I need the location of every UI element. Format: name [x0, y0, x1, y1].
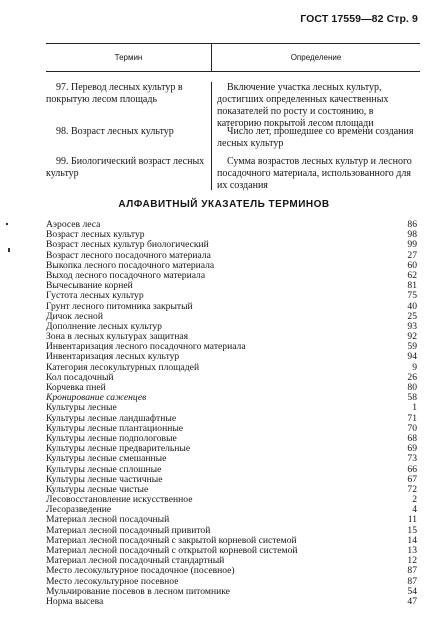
definition-cell: Число лет, прошедшее со времени создания лесных культур	[217, 126, 414, 149]
index-entry-term: Инвентаризация лесного посадочного материала	[46, 341, 246, 353]
index-entry	[46, 597, 417, 607]
index-entry-page: 40	[407, 300, 417, 312]
index-entry-term: Культуры лесные подпологовые	[46, 432, 177, 444]
index-entry-page: 75	[407, 290, 417, 302]
index-entry-term: Возраст лесных культур биологический	[46, 239, 209, 251]
index-entry-term: Корчевка пней	[46, 382, 106, 393]
index-entry-page: 13	[407, 545, 417, 556]
table-row	[46, 126, 420, 156]
term-cell: 99. Биологический возраст лесных культур	[46, 156, 212, 190]
index-entry-page: 80	[407, 382, 417, 393]
index-entry-page: 93	[407, 320, 417, 332]
index-entry-term: Материал лесной посадочный	[46, 514, 170, 526]
index-entry-term: Зона в лесных культурах защитная	[46, 331, 189, 343]
index-entry-term: Дополнение лесных культур	[46, 320, 162, 332]
index-entry	[46, 454, 417, 464]
index-entry-page: 58	[407, 392, 417, 404]
index-entry-page: 47	[407, 595, 417, 607]
index-entry-page: 25	[407, 310, 417, 322]
index-entry-page: 70	[407, 422, 417, 434]
index-entry-page: 69	[407, 443, 417, 455]
index-entry-term: Инвентаризация лесных культур	[46, 351, 180, 363]
index-entry-page: 4	[412, 504, 417, 516]
index-entry-term: Культуры лесные ландшафтные	[46, 412, 177, 424]
index-entry-term: Выкопка лесного посадочного материала	[46, 259, 215, 271]
column-header-term: Термин	[46, 44, 212, 71]
index-entry-term: Лесовосстановление искусственное	[46, 494, 193, 506]
index-entry-page: 94	[407, 351, 417, 363]
margin-mark	[8, 248, 10, 252]
index-entry-page: 62	[407, 269, 417, 281]
page-header: ГОСТ 17559—82 Стр. 9	[300, 13, 418, 25]
index-entry-term: Кронирование саженцев	[46, 392, 147, 404]
index-entry-page: 15	[407, 524, 417, 536]
index-entry-page: 59	[407, 341, 417, 353]
index-entry-page: 11	[407, 514, 417, 526]
index-entry-term: Возраст лесного посадочного материала	[46, 249, 211, 261]
index-entry-page: 14	[407, 534, 417, 546]
terms-table	[46, 43, 420, 190]
index-entry-term: Возраст лесных культур	[46, 229, 145, 241]
index-entry-term: Место лесокультурное посевное	[46, 575, 179, 587]
index-entry-term: Дичок лесной	[46, 310, 103, 322]
index-entry-page: 73	[407, 453, 417, 465]
index-entry-page: 12	[407, 555, 417, 567]
index-entry-page: 66	[407, 463, 417, 475]
index-entry-term: Место лесокультурное посадочное (посевное)	[46, 565, 235, 577]
index-entry-term: Культуры лесные частичные	[46, 473, 163, 485]
index-entry-term: Культуры лесные предварительные	[46, 443, 191, 455]
index-list	[46, 220, 417, 607]
index-entry-page: 1	[412, 402, 417, 414]
index-entry-term: Культуры лесные	[46, 402, 117, 414]
index-entry-page: 87	[407, 565, 417, 577]
index-entry-term: Материал лесной посадочный с открытой корневой системой	[46, 545, 298, 556]
index-entry-page: 72	[407, 483, 417, 495]
term-cell: 97. Перевод лесных культур в покрытую лесом площадь	[46, 82, 212, 126]
index-entry-page: 98	[407, 229, 417, 241]
term-cell: 98. Возраст лесных культур	[46, 126, 212, 156]
definition-cell: Включение участка лесных культур, достигших определенных качественных показателей по росту и состоянию, в категорию покрытой лесом площади	[217, 82, 389, 129]
table-row	[46, 156, 420, 190]
index-entry-term: Материал лесной посадочный с закрытой корневой системой	[46, 534, 297, 546]
index-entry-page: 54	[407, 585, 417, 597]
index-entry-page: 26	[407, 371, 417, 383]
column-header-definition: Определение	[290, 52, 342, 62]
index-entry-term: Аэросев леса	[46, 219, 101, 230]
index-entry-term: Культуры лесные смешанные	[46, 453, 167, 465]
index-entry-term: Вычесывание корней	[46, 280, 133, 292]
index-entry-term: Мульчирование посевов в лесном питомнике	[46, 585, 230, 597]
index-entry-page: 99	[407, 239, 417, 251]
index-entry-term: Кол посадочный	[46, 371, 114, 383]
index-entry-page: 9	[412, 361, 417, 373]
table-row	[46, 72, 420, 129]
index-entry-page: 60	[407, 259, 417, 271]
index-entry-page: 71	[407, 412, 417, 424]
index-entry-page: 2	[412, 494, 417, 506]
index-entry-term: Культуры лесные плантационные	[46, 422, 184, 434]
index-entry-term: Материал лесной посадочный привитой	[46, 524, 211, 536]
index-entry-page: 87	[407, 575, 417, 587]
index-entry-term: Грунт лесного питомника закрытый	[46, 300, 193, 312]
table-header	[46, 44, 420, 72]
index-title: АЛФАВИТНЫЙ УКАЗАТЕЛЬ ТЕРМИНОВ	[118, 199, 330, 210]
index-entry-page: 27	[407, 249, 417, 261]
index-entry-term: Норма высева	[46, 595, 104, 607]
index-entry-page: 81	[407, 280, 417, 292]
index-entry-term: Материал лесной посадочный стандартный	[46, 555, 225, 567]
index-entry-term: Выход лесного посадочного материала	[46, 269, 206, 281]
index-entry-page: 68	[407, 432, 417, 444]
index-entry-page: 86	[407, 219, 417, 230]
definition-cell: Сумма возрастов лесных культур и лесного посадочного материала, использованного для их создания	[217, 156, 412, 191]
index-entry-term: Лесоразведение	[46, 504, 112, 516]
index-entry	[46, 291, 417, 301]
index-entry-page: 67	[407, 473, 417, 485]
index-entry-page: 92	[407, 331, 417, 343]
margin-mark	[6, 223, 8, 225]
index-entry-term: Культуры лесные сплошные	[46, 463, 162, 475]
index-entry-term: Густота лесных культур	[46, 290, 144, 302]
index-entry-term: Категория лесокультурных площадей	[46, 361, 200, 373]
index-entry-term: Культуры лесные чистые	[46, 483, 149, 495]
